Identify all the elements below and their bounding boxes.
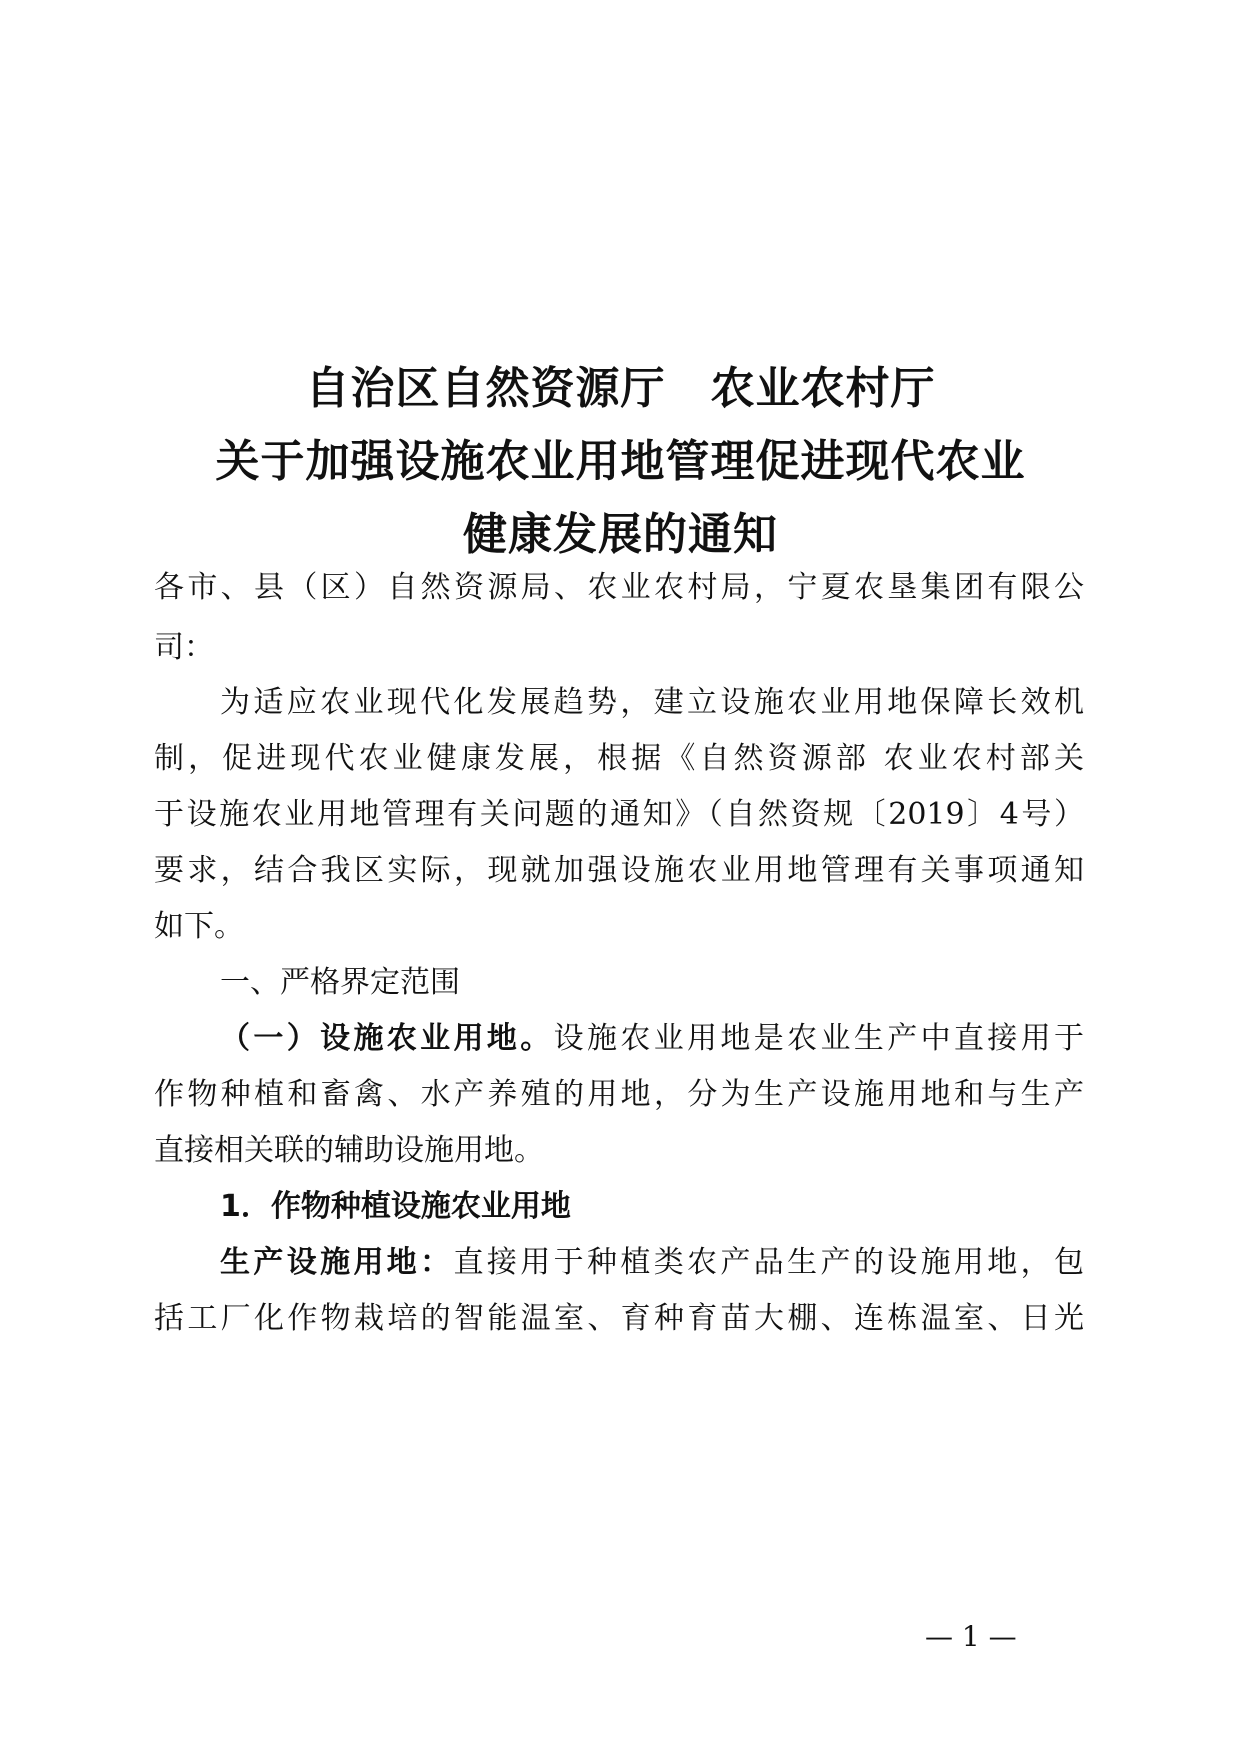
title-line-2: 关于加强设施农业用地管理促进现代农业 <box>215 436 1026 487</box>
subsection-1-line-2: 作物种植和畜禽、水产养殖的用地，分为生产设施用地和与生产 <box>154 1077 1084 1112</box>
intro-line-1: 为适应农业现代化发展趋势，建立设施农业用地保障长效机 <box>220 685 1084 720</box>
subsection-1-line-3: 直接相关联的辅助设施用地。 <box>154 1133 544 1168</box>
intro-line-3: 于设施农业用地管理有关问题的通知》（自然资规〔2019〕4号） <box>154 797 1084 832</box>
production-land-text: 直接用于种植类农产品生产的设施用地，包 <box>453 1245 1085 1280</box>
section-heading-1: 一、严格界定范围 <box>220 965 460 1000</box>
subsection-1-line-1 <box>220 1019 1084 1059</box>
intro-line-5: 如下。 <box>154 909 244 944</box>
intro-line-4: 要求，结合我区实际，现就加强设施农业用地管理有关事项通知 <box>154 853 1084 888</box>
production-land-line-1 <box>220 1243 1084 1283</box>
page-number: — 1 — <box>925 1620 1017 1653</box>
subsection-1-label: （一）设施农业用地。 <box>220 1021 554 1056</box>
title-line-3: 健康发展的通知 <box>463 509 778 560</box>
addressee-line-1: 各市、县（区）自然资源局、农业农村局，宁夏农垦集团有限公 <box>154 570 1084 605</box>
intro-line-2: 制，促进现代农业健康发展，根据《自然资源部 农业农村部关 <box>154 741 1084 776</box>
document-title <box>100 352 1141 571</box>
title-line-1: 自治区自然资源厅 农业农村厅 <box>305 363 936 414</box>
production-land-label: 生产设施用地： <box>220 1245 454 1280</box>
production-land-line-2: 括工厂化作物栽培的智能温室、育种育苗大棚、连栋温室、日光 <box>154 1301 1084 1336</box>
item-heading-1: 1．作物种植设施农业用地 <box>220 1189 571 1224</box>
addressee-line-2: 司： <box>154 630 214 665</box>
subsection-1-text: 设施农业用地是农业生产中直接用于 <box>553 1021 1085 1056</box>
